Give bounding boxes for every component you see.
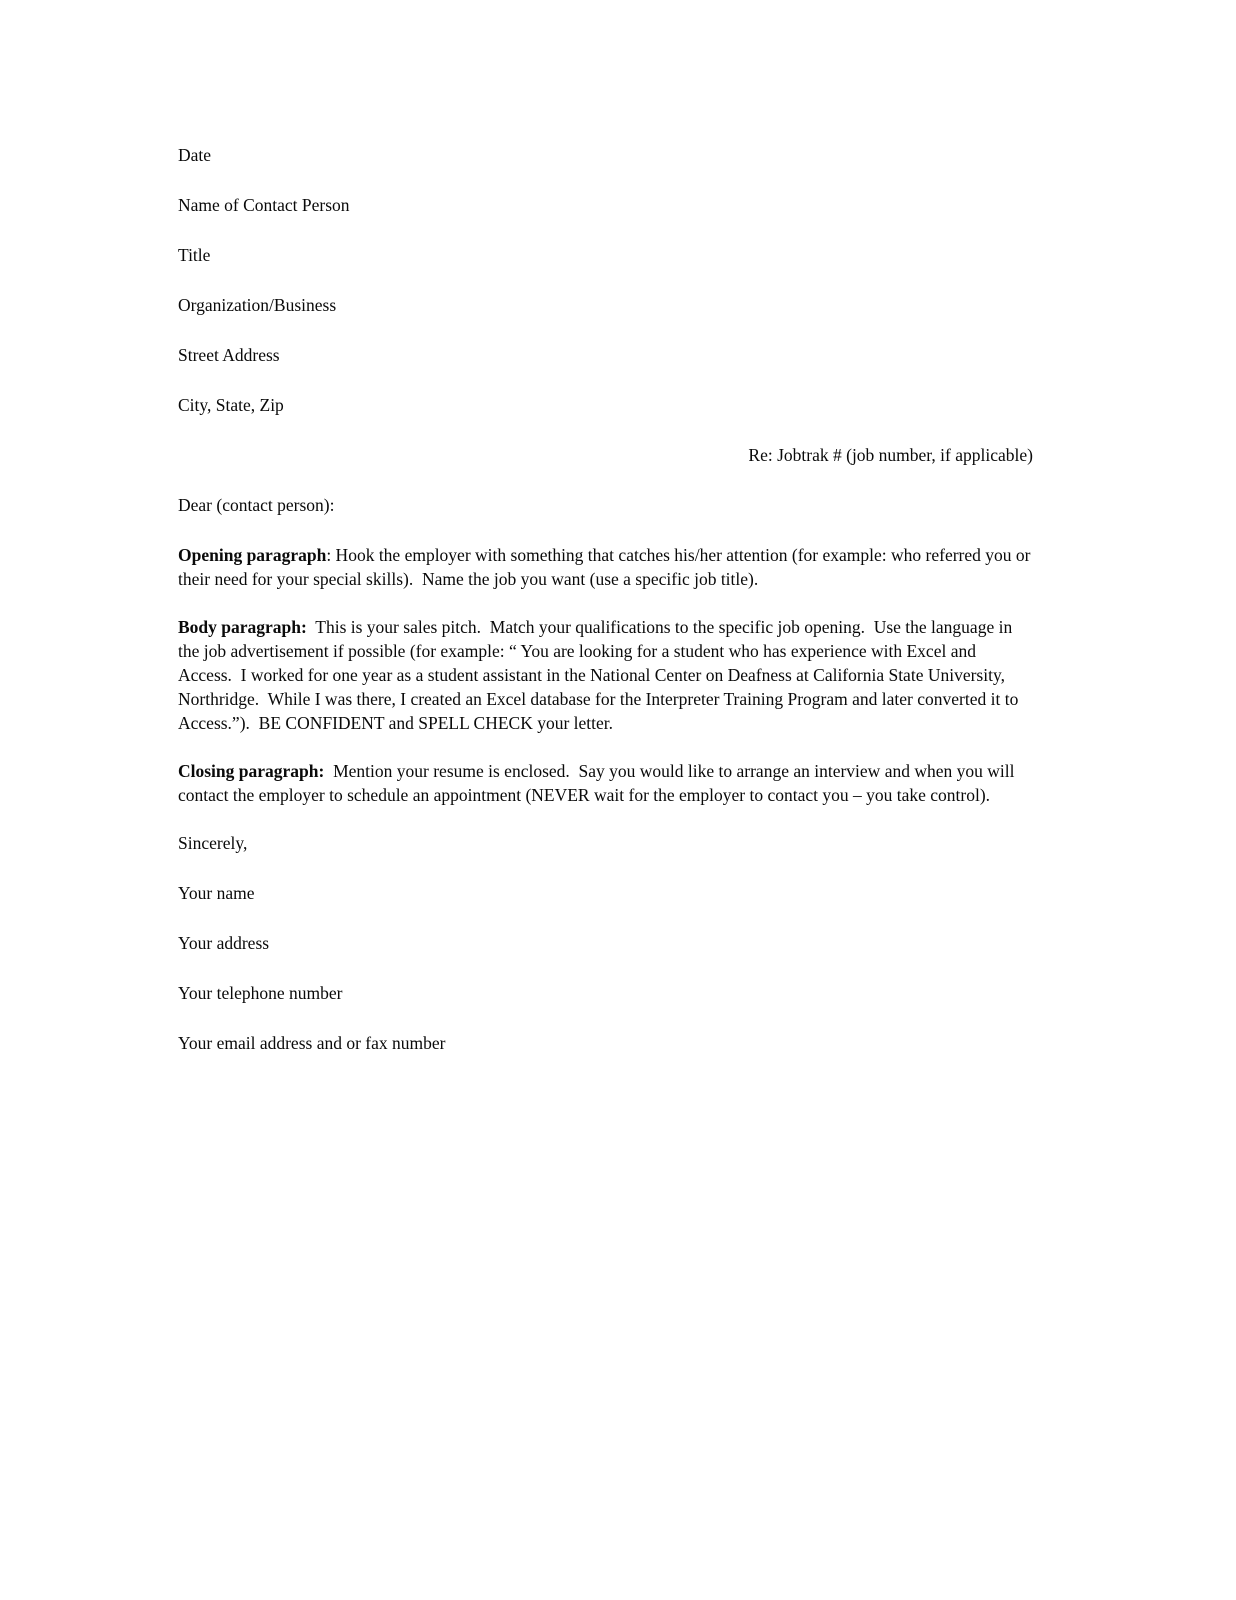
body-paragraph-body: This is your sales pitch. Match your qualifications to the specific job opening. Use the language in the job advertisement if possible (for example: “ You are looking for a student who has experience with Excel and Access. I worked for one year as a student assistant in the National Center on Deafness at California State University, Northridge. While I was there, I created an Excel database for the Interpreter Training Program and later converted it to Access.”). BE CONFIDENT and SPELL CHECK your letter.	[178, 617, 1022, 733]
opening-paragraph	[178, 543, 1033, 591]
signature-email-line: Your email address and or fax number	[178, 1033, 446, 1053]
salutation-line: Dear (contact person):	[178, 495, 335, 515]
closing-paragraph	[178, 759, 1033, 807]
closing-line: Sincerely,	[178, 833, 248, 853]
opening-paragraph-label: Opening paragraph	[178, 545, 327, 565]
recipient-title-line: Title	[178, 245, 211, 265]
opening-paragraph-body: : Hook the employer with something that catches his/her attention (for example: who referred you or their need for your special skills). Name the job you want (use a specific job title).	[178, 545, 1035, 589]
signature-address-line: Your address	[178, 933, 270, 953]
signature-telephone-line: Your telephone number	[178, 983, 343, 1003]
re-subject-line: Re: Jobtrak # (job number, if applicable)	[748, 445, 1033, 465]
recipient-organization-line: Organization/Business	[178, 295, 337, 315]
body-paragraph	[178, 615, 1033, 735]
recipient-date-line: Date	[178, 145, 212, 165]
closing-paragraph-label: Closing paragraph:	[178, 761, 325, 781]
recipient-city-line: City, State, Zip	[178, 395, 284, 415]
body-paragraph-label: Body paragraph:	[178, 617, 307, 637]
recipient-name-line: Name of Contact Person	[178, 195, 350, 215]
signature-name-line: Your name	[178, 883, 255, 903]
recipient-street-line: Street Address	[178, 345, 280, 365]
closing-paragraph-body: Mention your resume is enclosed. Say you would like to arrange an interview and when you will contact the employer to schedule an appointment (NEVER wait for the employer to contact you – you take control).	[178, 761, 1019, 805]
